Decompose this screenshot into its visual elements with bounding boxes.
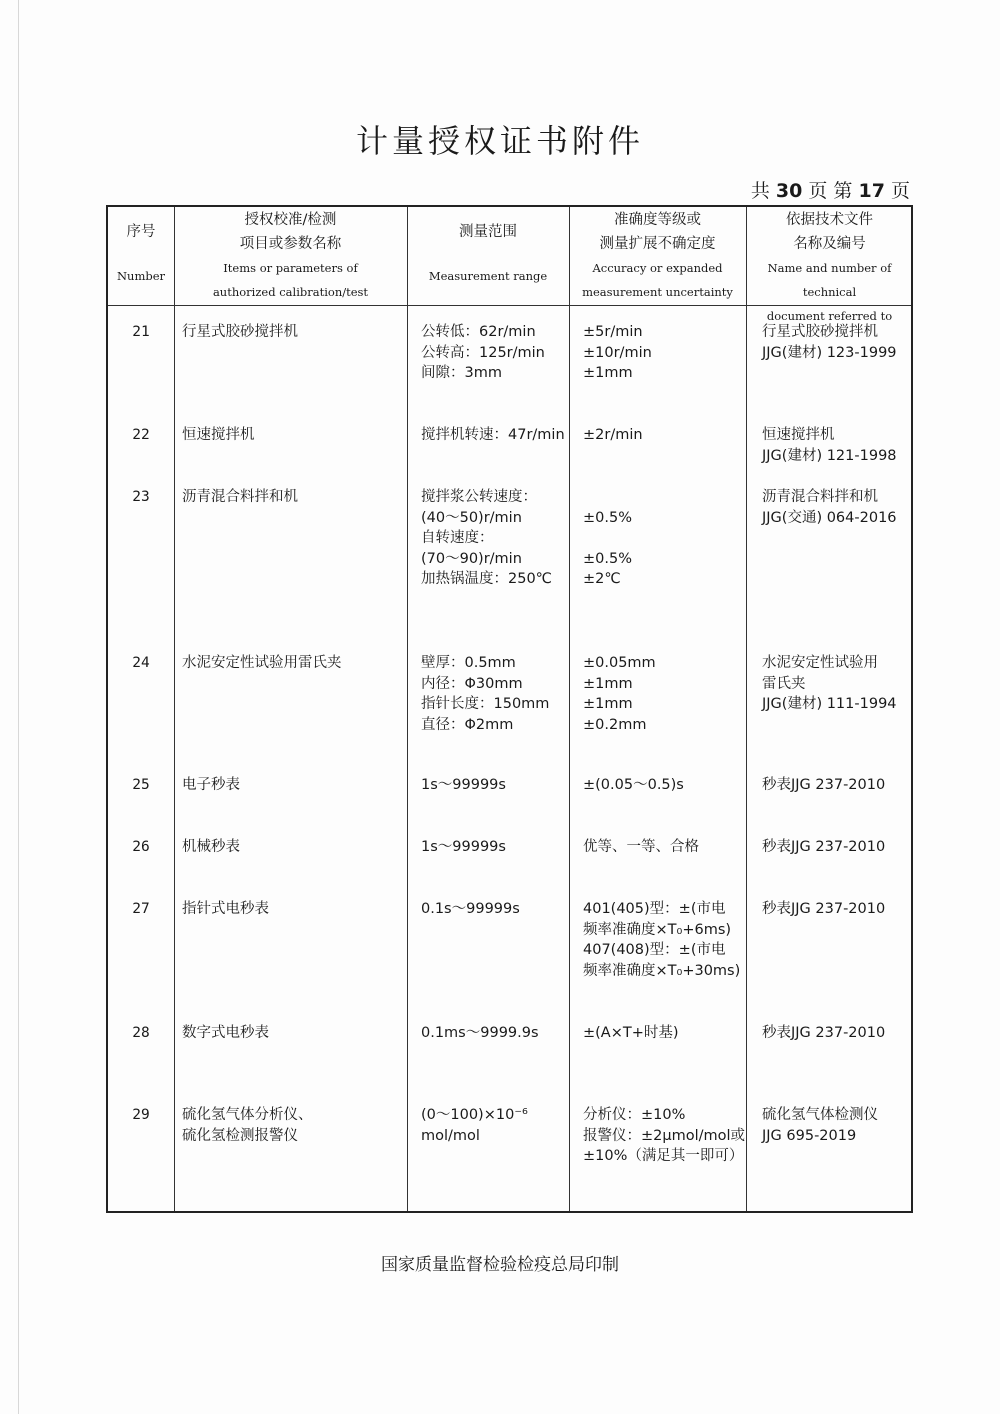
row-item-name-line: 硫化氢气体分析仪、 bbox=[182, 1107, 313, 1123]
row-measurement-range-line: 0.1ms～9999.9s bbox=[421, 1025, 539, 1041]
row-reference-document bbox=[762, 899, 912, 920]
row-accuracy-line: ±0.2mm bbox=[583, 716, 647, 733]
scan-edge bbox=[18, 0, 19, 1414]
header-document bbox=[746, 207, 913, 323]
page-count bbox=[751, 176, 910, 203]
row-accuracy-line: 报警仪：±2μmol/mol或 bbox=[583, 1127, 746, 1144]
row-measurement-range bbox=[421, 425, 571, 446]
row-reference-document-line: 秒表JJG 237-2010 bbox=[762, 1025, 886, 1041]
row-item-name bbox=[182, 775, 406, 796]
row-item-name-line: 行星式胶砂搅拌机 bbox=[182, 324, 298, 340]
row-measurement-range bbox=[421, 487, 571, 590]
row-reference-document bbox=[762, 425, 912, 466]
header-item-zh-1: 授权校准/检测 bbox=[244, 212, 337, 228]
row-measurement-range-line: 搅拌浆公转速度： bbox=[421, 489, 537, 505]
row-reference-document-line: 秒表JJG 237-2010 bbox=[762, 901, 886, 917]
row-reference-document-line: 沥青混合料拌和机 bbox=[762, 489, 878, 505]
row-accuracy-line: 优等、一等、合格 bbox=[583, 839, 699, 855]
row-number: 27 bbox=[132, 901, 150, 917]
row-accuracy bbox=[583, 425, 755, 446]
row-accuracy bbox=[583, 322, 755, 384]
header-range-en: Measurement range bbox=[428, 269, 548, 283]
row-measurement-range-line: 壁厚：0.5mm bbox=[421, 655, 516, 671]
header-document-en-2: document referred to bbox=[766, 309, 893, 323]
row-item-name bbox=[182, 837, 406, 858]
row-reference-document-line: 水泥安定性试验用 bbox=[762, 655, 878, 671]
row-number: 28 bbox=[132, 1025, 150, 1041]
row-measurement-range-line: 公转低：62r/min bbox=[421, 324, 536, 340]
authorization-table bbox=[106, 205, 913, 1213]
header-item-zh-2: 项目或参数名称 bbox=[239, 236, 342, 252]
header-number bbox=[108, 207, 174, 305]
row-accuracy-line bbox=[583, 487, 755, 508]
row-accuracy-line: 401(405)型：±(市电 bbox=[583, 901, 726, 917]
row-item-name-line: 指针式电秒表 bbox=[182, 901, 269, 917]
row-accuracy-line: ±10%（满足其一即可） bbox=[583, 1148, 744, 1164]
row-number: 25 bbox=[132, 777, 150, 793]
row-accuracy-line: ±0.5% bbox=[583, 509, 632, 526]
row-measurement-range-line: 1s～99999s bbox=[421, 777, 506, 793]
row-item-name bbox=[182, 653, 406, 674]
row-measurement-range-line: 内径：Φ30mm bbox=[421, 675, 523, 692]
row-reference-document bbox=[762, 1105, 912, 1146]
header-accuracy-zh-1: 准确度等级或 bbox=[614, 212, 701, 228]
row-reference-document bbox=[762, 1023, 912, 1044]
row-measurement-range bbox=[421, 775, 571, 796]
row-item-name-line: 水泥安定性试验用雷氏夹 bbox=[182, 655, 342, 671]
row-measurement-range-line: 搅拌机转速：47r/min bbox=[421, 427, 565, 443]
page-count-suffix: 页 bbox=[890, 180, 910, 202]
row-accuracy bbox=[583, 487, 755, 590]
row-measurement-range bbox=[421, 837, 571, 858]
page-count-current: 17 bbox=[858, 180, 885, 202]
row-reference-document-line: 恒速搅拌机 bbox=[762, 427, 835, 443]
row-number: 22 bbox=[132, 427, 150, 443]
row-measurement-range bbox=[421, 1105, 571, 1146]
row-reference-document bbox=[762, 837, 912, 858]
row-accuracy-line: ±10r/min bbox=[583, 344, 652, 361]
row-accuracy-line: ±1mm bbox=[583, 675, 633, 692]
page-count-prefix: 共 bbox=[750, 180, 770, 202]
row-reference-document bbox=[762, 653, 912, 715]
row-accuracy bbox=[583, 653, 755, 735]
row-item-name bbox=[182, 1105, 406, 1146]
column-divider bbox=[407, 207, 408, 1211]
row-number: 26 bbox=[132, 839, 150, 855]
row-reference-document-line: 秒表JJG 237-2010 bbox=[762, 839, 886, 855]
row-accuracy bbox=[583, 837, 755, 858]
row-accuracy bbox=[583, 1105, 755, 1167]
row-reference-document-line: 行星式胶砂搅拌机 bbox=[762, 324, 878, 340]
page-count-middle: 页 第 bbox=[808, 180, 853, 202]
row-measurement-range-line: (70～90)r/min bbox=[421, 550, 522, 567]
row-accuracy bbox=[583, 899, 755, 981]
header-document-zh-2: 名称及编号 bbox=[793, 236, 866, 252]
row-measurement-range-line: (40～50)r/min bbox=[421, 509, 522, 526]
row-reference-document-line: 硫化氢气体检测仪 bbox=[762, 1107, 878, 1123]
row-accuracy-line: ±5r/min bbox=[583, 324, 643, 340]
row-accuracy bbox=[583, 1023, 755, 1044]
row-number: 29 bbox=[132, 1107, 150, 1123]
row-item-name bbox=[182, 322, 406, 343]
row-number: 21 bbox=[132, 324, 150, 340]
row-accuracy-line: ±2℃ bbox=[583, 571, 621, 587]
header-accuracy-en-1: Accuracy or expanded bbox=[592, 261, 723, 275]
row-reference-document-line: JJG(交通) 064-2016 bbox=[762, 509, 897, 526]
row-reference-document bbox=[762, 775, 912, 796]
page-title: 计量授权证书附件 bbox=[355, 122, 644, 160]
row-item-name bbox=[182, 899, 406, 920]
row-accuracy-line: 频率准确度×T₀+6ms) bbox=[583, 921, 732, 938]
row-item-name-line: 硫化氢检测报警仪 bbox=[182, 1127, 298, 1144]
row-accuracy-line bbox=[583, 528, 755, 549]
row-accuracy-line: ±0.05mm bbox=[583, 655, 656, 671]
row-measurement-range-line: 自转速度： bbox=[421, 530, 494, 546]
header-number-zh: 序号 bbox=[126, 224, 156, 240]
row-measurement-range-line: 指针长度：150mm bbox=[421, 696, 550, 712]
row-reference-document-line: JJG 695-2019 bbox=[762, 1127, 857, 1144]
header-document-zh-1: 依据技术文件 bbox=[786, 212, 873, 228]
row-number: 24 bbox=[132, 655, 150, 671]
printer-footer: 国家质量监督检验检疫总局印制 bbox=[381, 1255, 619, 1275]
row-measurement-range bbox=[421, 899, 571, 920]
row-accuracy-line: ±2r/min bbox=[583, 427, 643, 443]
row-accuracy-line: ±(0.05～0.5)s bbox=[583, 777, 684, 793]
row-accuracy-line: 407(408)型：±(市电 bbox=[583, 942, 726, 958]
row-item-name-line: 机械秒表 bbox=[182, 839, 240, 855]
row-number: 23 bbox=[132, 489, 150, 505]
row-item-name-line: 数字式电秒表 bbox=[182, 1025, 269, 1041]
header-document-en-1: Name and number of technical bbox=[767, 261, 892, 299]
row-item-name bbox=[182, 487, 406, 508]
column-divider bbox=[174, 207, 175, 1211]
header-accuracy bbox=[569, 207, 746, 305]
row-accuracy-line: 频率准确度×T₀+30ms) bbox=[583, 962, 741, 979]
header-accuracy-en-2: measurement uncertainty bbox=[582, 285, 733, 299]
row-accuracy bbox=[583, 775, 755, 796]
row-measurement-range bbox=[421, 653, 571, 735]
row-item-name-line: 恒速搅拌机 bbox=[182, 427, 255, 443]
page-count-total: 30 bbox=[775, 180, 803, 202]
header-item-en-1: Items or parameters of bbox=[223, 261, 358, 275]
header-range bbox=[407, 207, 569, 305]
header-number-en: Number bbox=[116, 269, 166, 283]
row-measurement-range-line: 直径：Φ2mm bbox=[421, 716, 514, 733]
row-item-name-line: 电子秒表 bbox=[182, 777, 240, 793]
row-measurement-range-line: mol/mol bbox=[421, 1127, 480, 1144]
row-accuracy-line: ±1mm bbox=[583, 365, 633, 381]
row-item-name bbox=[182, 1023, 406, 1044]
row-reference-document-line: 雷氏夹 bbox=[762, 675, 806, 692]
row-measurement-range bbox=[421, 322, 571, 384]
header-item bbox=[174, 207, 407, 305]
row-reference-document bbox=[762, 322, 912, 363]
row-reference-document-line: 秒表JJG 237-2010 bbox=[762, 777, 886, 793]
row-accuracy-line: 分析仪：±10% bbox=[583, 1107, 686, 1123]
row-reference-document-line: JJG(建材) 123-1999 bbox=[762, 344, 897, 361]
row-measurement-range-line: 0.1s～99999s bbox=[421, 901, 520, 917]
row-reference-document-line: JJG(建材) 111-1994 bbox=[762, 696, 897, 712]
row-measurement-range-line: 1s～99999s bbox=[421, 839, 506, 855]
row-accuracy-line: ±(A×T+时基) bbox=[583, 1025, 679, 1041]
header-accuracy-zh-2: 测量扩展不确定度 bbox=[599, 236, 716, 252]
row-reference-document bbox=[762, 487, 912, 528]
row-item-name bbox=[182, 425, 406, 446]
row-measurement-range bbox=[421, 1023, 571, 1044]
header-range-zh: 测量范围 bbox=[459, 224, 517, 240]
header-item-en-2: authorized calibration/test bbox=[212, 285, 369, 299]
row-reference-document-line: JJG(建材) 121-1998 bbox=[762, 447, 897, 464]
row-accuracy-line: ±0.5% bbox=[583, 550, 632, 567]
row-accuracy-line: ±1mm bbox=[583, 696, 633, 712]
row-measurement-range-line: 加热锅温度：250℃ bbox=[421, 571, 552, 587]
row-measurement-range-line: 间隙：3mm bbox=[421, 365, 502, 381]
row-measurement-range-line: 公转高：125r/min bbox=[421, 344, 545, 361]
row-measurement-range-line: (0～100)×10⁻⁶ bbox=[421, 1107, 528, 1123]
row-item-name-line: 沥青混合料拌和机 bbox=[182, 489, 298, 505]
